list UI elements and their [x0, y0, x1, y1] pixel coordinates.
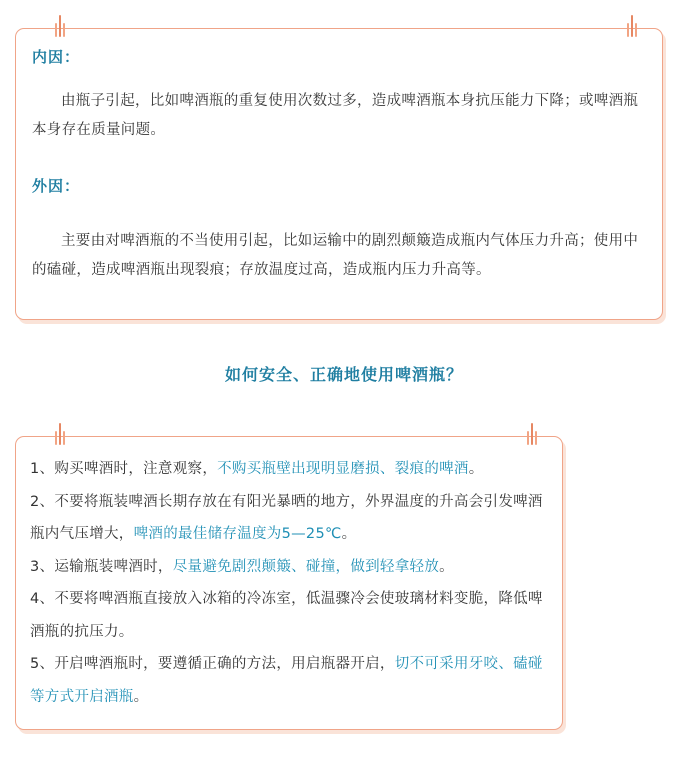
- tips-card: [15, 436, 563, 730]
- tip-item: [30, 583, 550, 648]
- tip-item: [30, 551, 550, 584]
- tip-item: [30, 648, 550, 713]
- tip-text: 4、不要将啤酒瓶直接放入冰箱的冷冻室，低温骤冷会使玻璃材料变脆，降低啤酒瓶的抗压力。: [30, 591, 543, 640]
- tips-list: [30, 453, 550, 713]
- tip-highlight: 切不可采用牙咬、磕碰等方式开启酒瓶: [30, 656, 543, 705]
- pin-decoration-icon: [526, 425, 538, 445]
- inner-cause-text: 由瓶子引起，比如啤酒瓶的重复使用次数过多，造成啤酒瓶本身抗压能力下降；或啤酒瓶本身存在质量问题。: [32, 93, 639, 138]
- tip-text: 3、运输瓶装啤酒时，: [30, 558, 173, 575]
- pin-decoration-icon: [54, 425, 66, 445]
- tip-item: [30, 486, 550, 551]
- tip-suffix: 。: [439, 558, 454, 575]
- causes-card: [15, 28, 663, 320]
- tip-suffix: 。: [133, 688, 149, 705]
- tip-suffix: 。: [341, 526, 357, 542]
- pin-decoration-icon: [54, 17, 66, 37]
- inner-cause-heading: 内因：: [32, 48, 81, 66]
- tip-highlight: 尽量避免剧烈颠簸、碰撞，做到轻拿轻放: [172, 558, 440, 575]
- tip-text: 1、购买啤酒时，注意观察，: [30, 461, 218, 477]
- tip-highlight: 不购买瓶壁出现明显磨损、裂痕的啤酒: [217, 461, 469, 477]
- pin-decoration-icon: [626, 17, 638, 37]
- tip-item: [30, 453, 550, 486]
- tip-text: 2、不要将瓶装啤酒长期存放在有阳光暴晒的地方，外界温度的升高会引发啤酒瓶内气压增大，: [30, 493, 543, 542]
- tip-highlight: 啤酒的最佳储存温度为5—25℃: [133, 526, 342, 542]
- tip-suffix: 。: [468, 461, 484, 477]
- outer-cause-heading: 外因：: [32, 177, 81, 195]
- section-title: 如何安全、正确地使用啤酒瓶？: [224, 365, 463, 384]
- outer-cause-text: 主要由对啤酒瓶的不当使用引起，比如运输中的剧烈颠簸造成瓶内气体压力升高；使用中的磕碰，造成啤酒瓶出现裂痕；存放温度过高，造成瓶内压力升高等。: [32, 233, 639, 278]
- tip-text: 5、开启啤酒瓶时，要遵循正确的方法，用启瓶器开启，: [30, 656, 395, 672]
